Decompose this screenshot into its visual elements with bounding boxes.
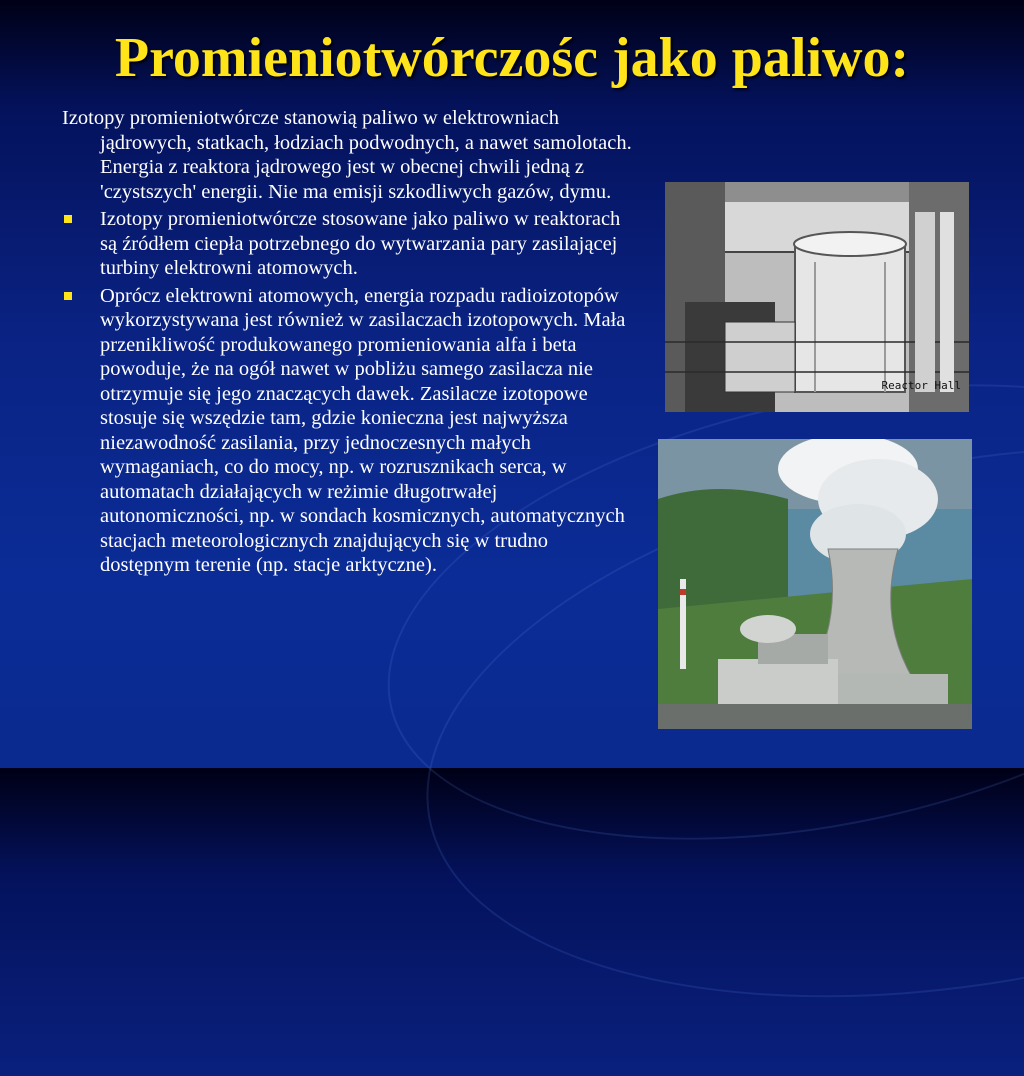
square-bullet-icon: [64, 215, 72, 223]
power-plant-illustration: [658, 439, 972, 729]
photo-caption: Reactor Hall: [881, 379, 961, 392]
slide-title: Promieniotwórczośc jako paliwo:: [114, 27, 910, 89]
intro-paragraph: Izotopy promieniotwórcze stanowią paliwo w elektrowniach jądrowych, statkach, łodziach podwodnych, a nawet samolotach. Energia z reaktora jądrowego jest w obecnej chwili jedną z 'czystszych' energii. Nie ma emisji szkodliwych gazów, dymu.: [62, 107, 632, 203]
bullet-text: Oprócz elektrowni atomowych, energia rozpadu radioizotopów wykorzystywana jest również w zasilaczach izotopowych. Mała przenikliwość produkowanego promieniowania alfa i beta powoduje, że na ogół nawet w pobliżu samego zasilacza nie otrzymuje się jego znaczących dawek. Zasilacze izotopowe stosuje się wszędzie tam, gdzie konieczna jest najwyższa niezawodność zasilania, przy jednoczesnych małych wymaganiach, co do mocy, np. w rozrusznikach serca, w automatach działających w reżimie długotrwałej autonomiczności, np. w sondach kosmicznych, automatycznych stacjach meteorologicznych znajdujących się w trudno dostępnym terenie (np. stacje arktyczne).: [100, 284, 626, 576]
reactor-hall-illustration: [665, 182, 969, 412]
reactor-hall-photo: [665, 182, 969, 412]
power-plant-photo: [658, 439, 972, 729]
bullet-text: Izotopy promieniotwórcze stosowane jako paliwo w reaktorach są źródłem ciepła potrzebnego do wytwarzania pary zasilającej turbiny elektrowni atomowych.: [100, 208, 621, 279]
square-bullet-icon: [64, 292, 72, 300]
bullet-item: [62, 284, 642, 578]
bullet-item: [62, 207, 642, 281]
slide-body: [62, 106, 642, 581]
